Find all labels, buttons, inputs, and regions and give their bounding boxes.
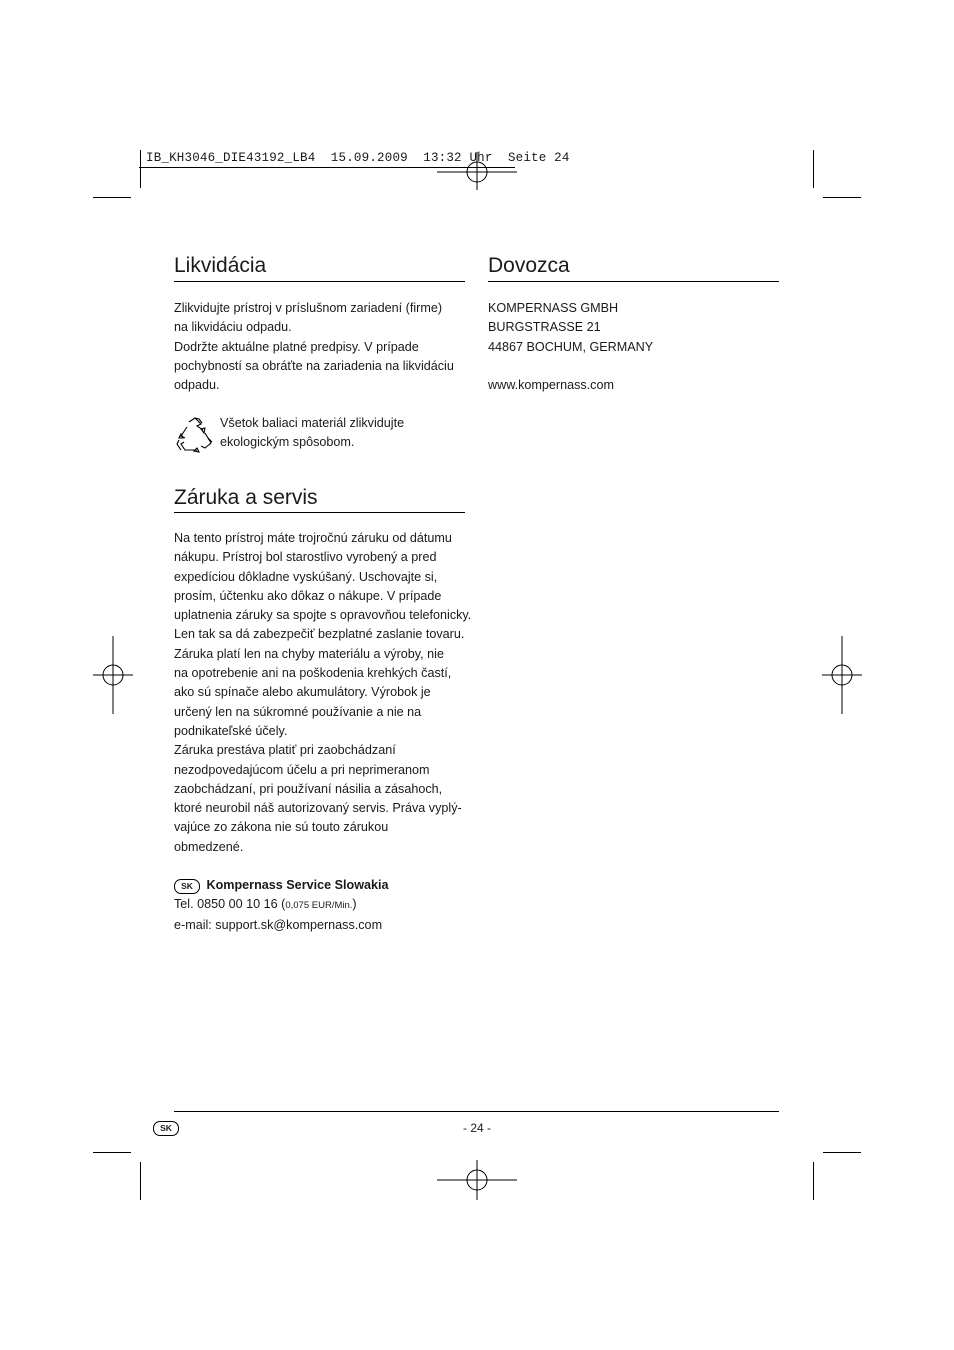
text-line: prosím, účtenku ako dôkaz o nákupe. V prípade [174, 588, 442, 603]
text-line: zaobchádzaní, pri používaní násilia a zásahoch, [174, 781, 443, 796]
text-line: na opotrebenie ani na poškodenia krehkých častí, [174, 666, 452, 681]
text-line: ktoré neurobil náš autorizovaný servis. Práva vyplý- [174, 801, 462, 816]
section-title-likvidacia: Likvidácia [174, 254, 267, 277]
text-line: vajúce zo zákona nie sú touto zárukou [174, 820, 389, 835]
print-slug: IB_KH3046_DIE43192_LB4 15.09.2009 13:32 Uhr Seite 24 [146, 151, 570, 165]
text-line: ako sú spínače alebo akumulátory. Výrobok je [174, 685, 431, 700]
text-line: určený len na súkromné používanie a nie na [174, 704, 422, 719]
text-line: pochybností sa obráťte na zariadenia na likvidáciu [174, 358, 454, 373]
registration-mark-right [821, 636, 863, 714]
footer-sk-badge: SK [153, 1121, 179, 1136]
text-line: nezodpovedajúcom účelu a pri neprimeranom [174, 762, 430, 777]
text-line: Záruka platí len na chyby materiálu a výroby, nie [174, 646, 444, 661]
text-line: Na tento prístroj máte trojročnú záruku od dátumu [174, 531, 452, 545]
zaruka-text [174, 529, 474, 857]
text-line: odpadu. [174, 378, 220, 393]
service-heading [174, 876, 474, 895]
text-line: obmedzené. [174, 839, 244, 854]
text-line: Len tak sa dá zabezpečiť bezplatné zaslanie tovaru. [174, 627, 465, 642]
importer-address [488, 299, 778, 395]
text-line: expedíciou dôkladne vyskúšaný. Uschovajte si, [174, 569, 438, 584]
page-number: - 24 - [462, 1121, 491, 1135]
address-line: 44867 BOCHUM, GERMANY [488, 339, 654, 354]
service-name: Kompernass Service Slowakia [206, 878, 389, 892]
title-rule [174, 281, 465, 282]
sk-country-badge: SK [174, 879, 200, 894]
text-line: na likvidáciu odpadu. [174, 320, 292, 335]
address-line: KOMPERNASS GMBH [488, 301, 619, 315]
section-title-zaruka: Záruka a servis [174, 486, 318, 509]
text-line: Zlikvidujte prístroj v príslušnom zariadení (firme) [174, 301, 443, 315]
recycle-icon [175, 416, 215, 454]
website-link[interactable]: www.kompernass.com [488, 377, 614, 392]
text-line: uplatnenia záruky sa spojte s opravovňou telefonicky. [174, 608, 472, 623]
service-email: e-mail: support.sk@kompernass.com [174, 917, 383, 932]
text-line: Záruka prestáva platiť pri zaobchádzaní [174, 743, 396, 758]
text-line: podnikateľské účely. [174, 723, 288, 738]
registration-mark-top [437, 148, 517, 190]
title-rule [488, 281, 779, 282]
text-line: Všetok baliaci materiál zlikvidujte [220, 416, 405, 430]
registration-mark-bottom [437, 1160, 517, 1202]
service-contact [174, 876, 474, 935]
service-phone: Tel. 0850 00 10 16 (0,075 EUR/Min.) [174, 897, 357, 912]
title-rule [174, 512, 465, 513]
text-line: Dodržte aktuálne platné predpisy. V prípade [174, 339, 419, 354]
address-line: BURGSTRASSE 21 [488, 320, 601, 335]
likvidacia-text [174, 299, 474, 395]
recycle-note [220, 414, 470, 453]
footer-rule [174, 1111, 779, 1112]
section-title-dovozca: Dovozca [488, 254, 570, 277]
registration-mark-left [92, 636, 134, 714]
text-line: nákupu. Prístroj bol starostlivo vyrobený a pred [174, 550, 437, 565]
text-line: ekologickým spôsobom. [220, 435, 355, 450]
